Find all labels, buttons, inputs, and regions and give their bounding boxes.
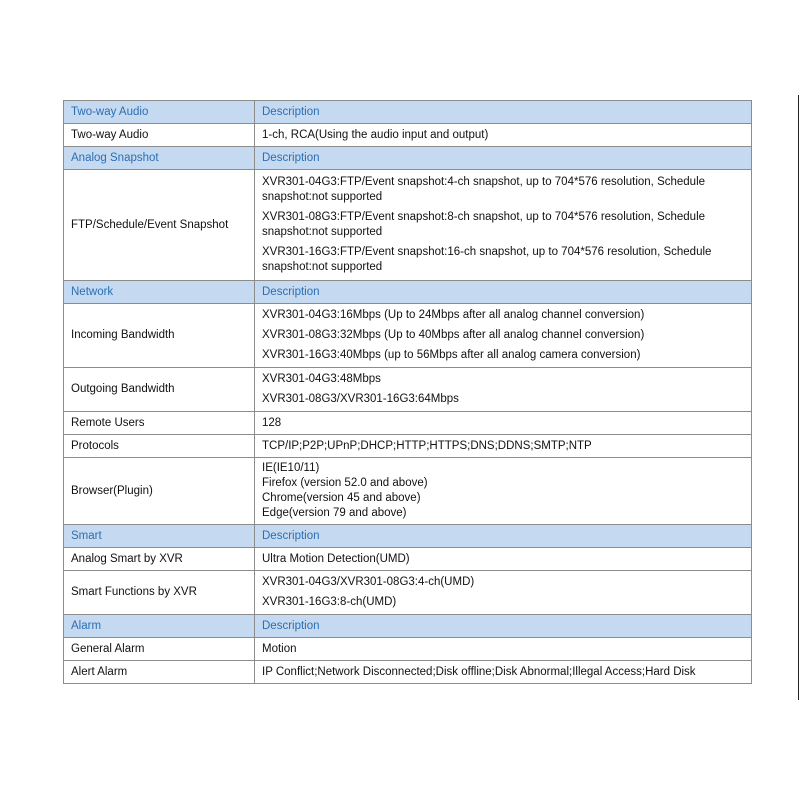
row-value <box>255 304 752 368</box>
value-line: XVR301-04G3:48Mbps <box>262 373 381 385</box>
value-line: XVR301-08G3:32Mbps (Up to 40Mbps after all analog channel conversion) <box>262 329 645 341</box>
section-title: Two-way Audio <box>64 101 255 124</box>
spec-table <box>63 100 752 684</box>
section-description-header: Description <box>255 615 752 638</box>
value-line: XVR301-04G3:FTP/Event snapshot:4-ch snapshot, up to 704*576 resolution, Schedule snapshot:not supported <box>262 176 706 203</box>
section-title: Alarm <box>64 615 255 638</box>
table-row <box>64 571 752 615</box>
section-header-analog-snapshot <box>64 147 752 170</box>
section-title: Analog Snapshot <box>64 147 255 170</box>
row-label: Remote Users <box>64 412 255 435</box>
table-row <box>64 638 752 661</box>
value-line: XVR301-16G3:8-ch(UMD) <box>262 596 397 608</box>
section-description-header: Description <box>255 281 752 304</box>
row-label: FTP/Schedule/Event Snapshot <box>64 170 255 281</box>
section-description-header: Description <box>255 101 752 124</box>
value-line: XVR301-08G3/XVR301-16G3:64Mbps <box>262 393 459 405</box>
section-header-alarm <box>64 615 752 638</box>
row-value: Ultra Motion Detection(UMD) <box>255 548 752 571</box>
row-label: Outgoing Bandwidth <box>64 368 255 412</box>
row-value: 128 <box>255 412 752 435</box>
table-row <box>64 124 752 147</box>
table-row <box>64 458 752 525</box>
section-header-smart <box>64 525 752 548</box>
row-value: 1-ch, RCA(Using the audio input and output) <box>255 124 752 147</box>
section-title: Smart <box>64 525 255 548</box>
row-label: Alert Alarm <box>64 661 255 684</box>
row-label: Two-way Audio <box>64 124 255 147</box>
page-right-border <box>798 95 799 700</box>
section-header-network <box>64 281 752 304</box>
value-line: XVR301-16G3:40Mbps (up to 56Mbps after all analog camera conversion) <box>262 349 641 361</box>
row-label: Browser(Plugin) <box>64 458 255 525</box>
row-value: IP Conflict;Network Disconnected;Disk offline;Disk Abnormal;Illegal Access;Hard Disk <box>255 661 752 684</box>
table-row <box>64 368 752 412</box>
row-label: Protocols <box>64 435 255 458</box>
row-value <box>255 368 752 412</box>
table-row <box>64 412 752 435</box>
row-label: Analog Smart by XVR <box>64 548 255 571</box>
value-line: XVR301-04G3:16Mbps (Up to 24Mbps after all analog channel conversion) <box>262 309 645 321</box>
row-value: Motion <box>255 638 752 661</box>
value-line: XVR301-04G3/XVR301-08G3:4-ch(UMD) <box>262 576 475 588</box>
table-row <box>64 435 752 458</box>
table-row <box>64 661 752 684</box>
row-label: Smart Functions by XVR <box>64 571 255 615</box>
row-label: Incoming Bandwidth <box>64 304 255 368</box>
table-row <box>64 170 752 281</box>
value-line: XVR301-08G3:FTP/Event snapshot:8-ch snapshot, up to 704*576 resolution, Schedule snapshot:not supported <box>262 211 706 238</box>
value-line: IE(IE10/11) <box>262 462 320 474</box>
section-description-header: Description <box>255 147 752 170</box>
value-line: Chrome(version 45 and above) <box>262 492 421 504</box>
value-line: Edge(version 79 and above) <box>262 507 407 519</box>
value-line: XVR301-16G3:FTP/Event snapshot:16-ch snapshot, up to 704*576 resolution, Schedule snapshot:not supported <box>262 246 712 273</box>
table-row <box>64 548 752 571</box>
table-row <box>64 304 752 368</box>
section-title: Network <box>64 281 255 304</box>
value-line: Firefox (version 52.0 and above) <box>262 477 428 489</box>
row-label: General Alarm <box>64 638 255 661</box>
section-header-two-way-audio <box>64 101 752 124</box>
row-value <box>255 458 752 525</box>
row-value: TCP/IP;P2P;UPnP;DHCP;HTTP;HTTPS;DNS;DDNS;SMTP;NTP <box>255 435 752 458</box>
section-description-header: Description <box>255 525 752 548</box>
row-value <box>255 571 752 615</box>
row-value <box>255 170 752 281</box>
